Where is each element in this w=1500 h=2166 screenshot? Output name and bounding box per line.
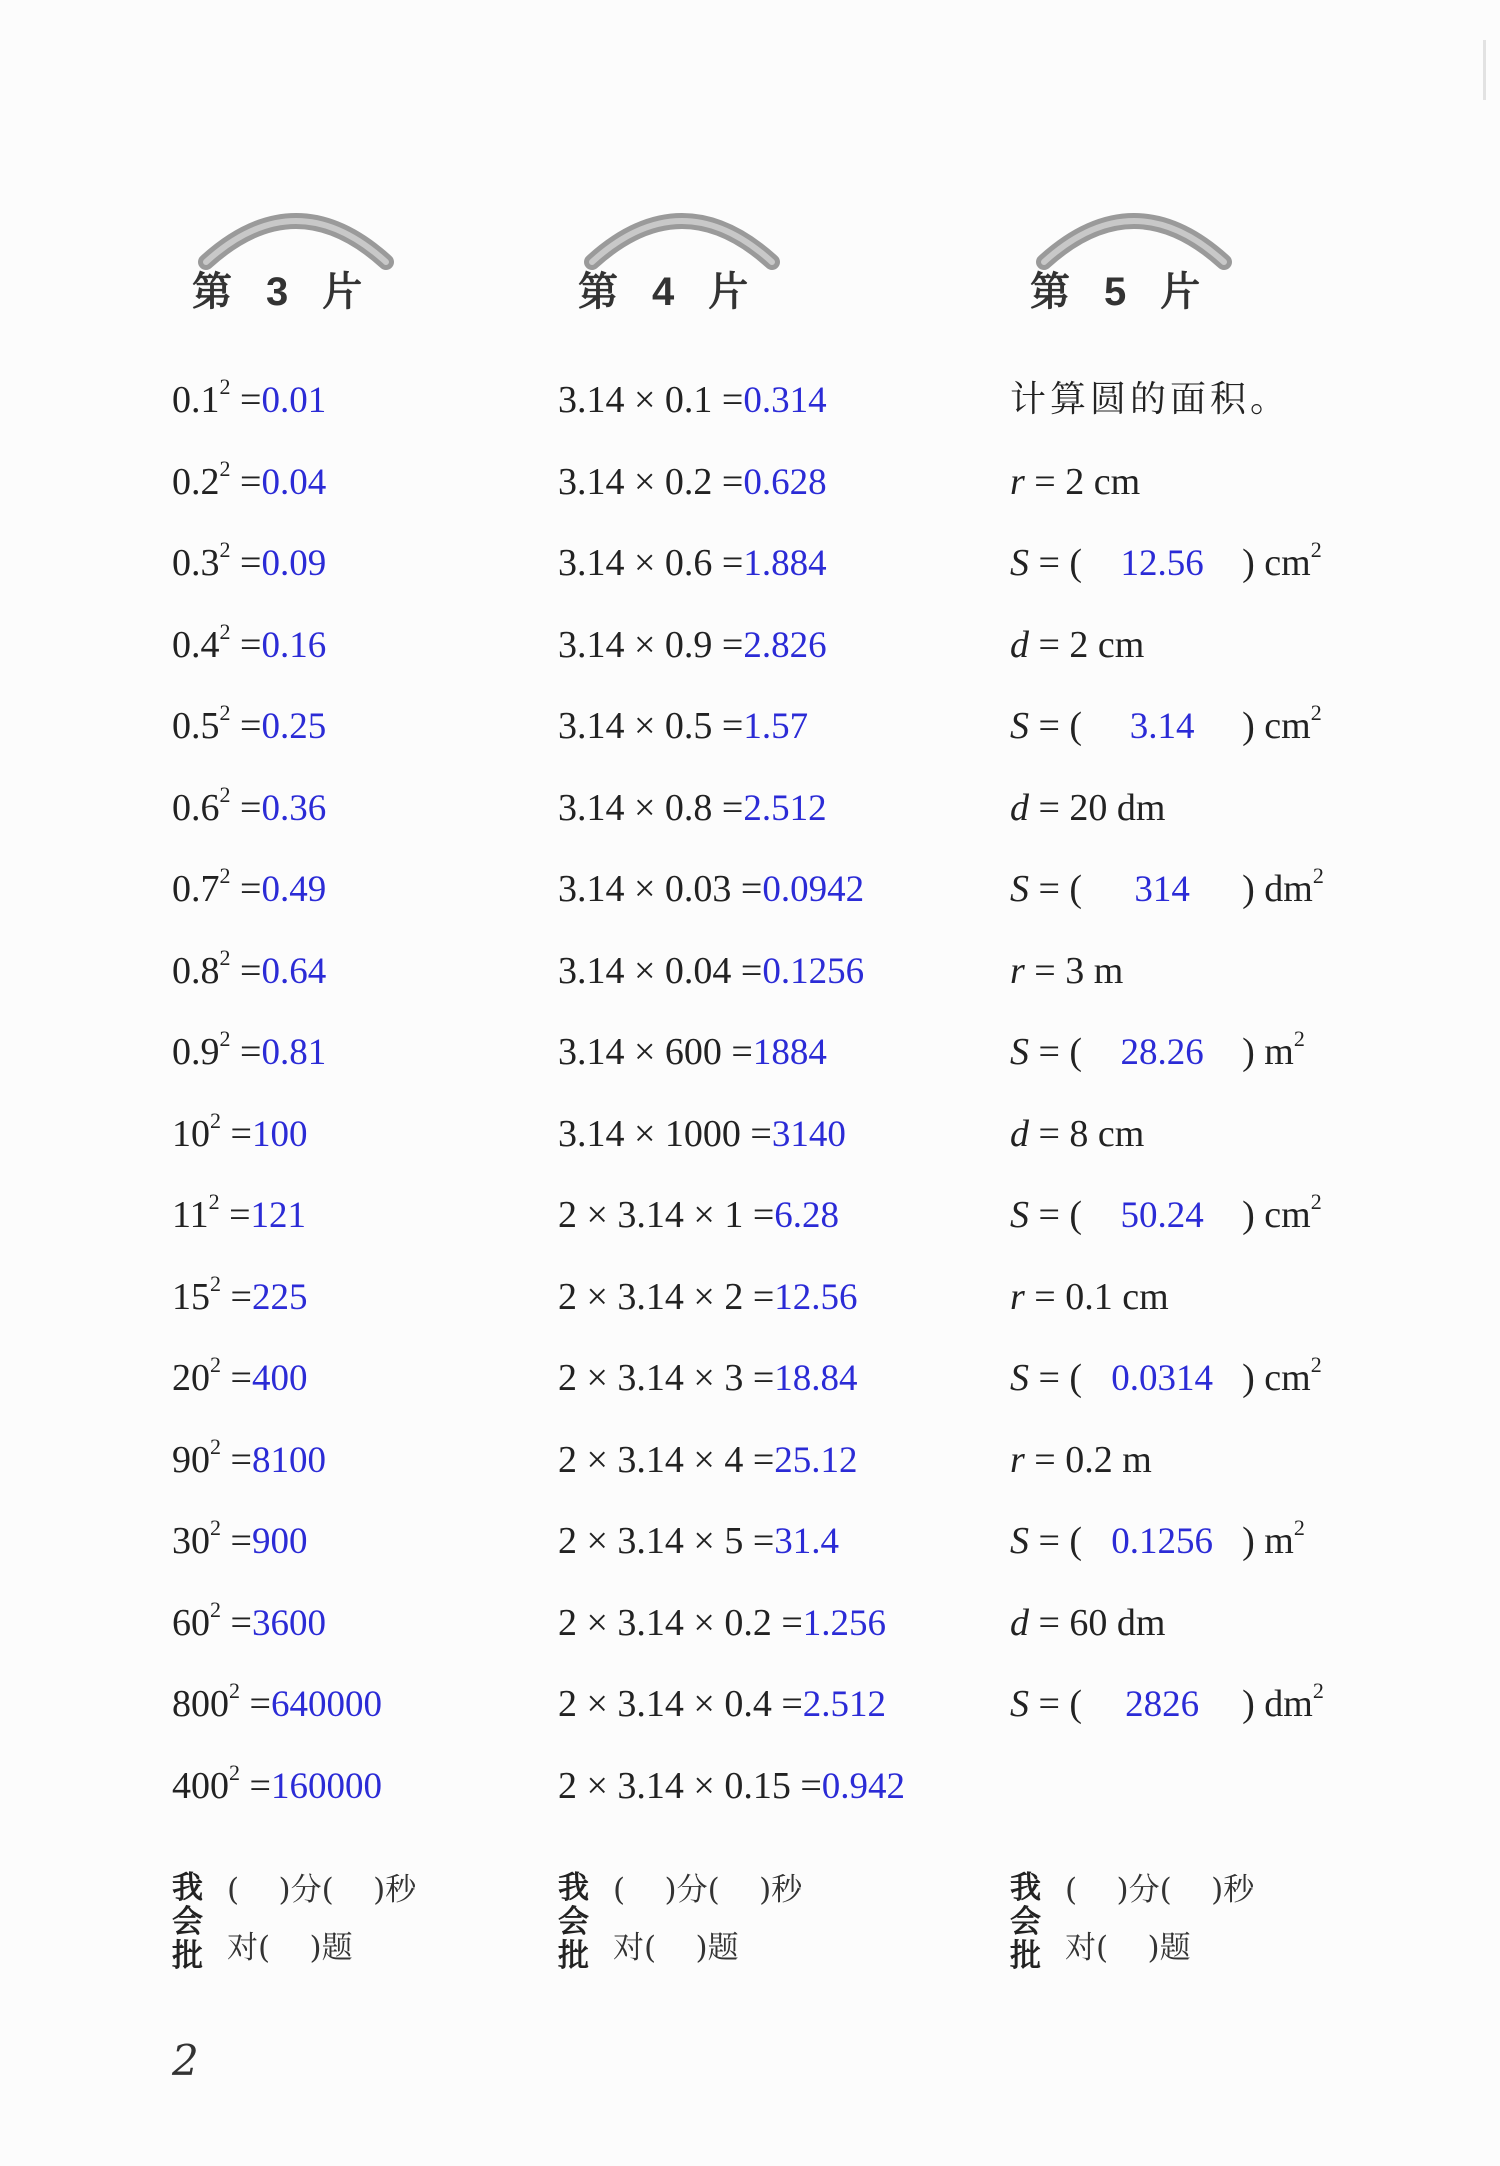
header-prefix: 第 xyxy=(192,269,232,315)
header-suffix: 片 xyxy=(322,269,363,315)
base-number: 0.7 xyxy=(172,868,220,910)
exercise-row xyxy=(558,1756,988,1838)
answer-value[interactable]: 25.12 xyxy=(774,1439,858,1481)
footer-char-wo: 我 xyxy=(1010,1870,1041,1906)
header-suffix: 片 xyxy=(1160,269,1201,315)
exponent: 2 xyxy=(219,863,231,888)
header-piece-3 xyxy=(172,200,412,320)
base-number: 800 xyxy=(172,1683,229,1725)
exponent: 2 xyxy=(1312,863,1324,888)
exercise-row xyxy=(558,778,988,860)
answer-value[interactable]: 0.0942 xyxy=(762,869,865,910)
base-number: 0.3 xyxy=(172,542,220,584)
answer-value[interactable]: 0.81 xyxy=(261,1032,327,1073)
exponent: 2 xyxy=(229,1759,240,1785)
exercise-row xyxy=(558,1267,988,1349)
exponent: 2 xyxy=(219,781,231,807)
answer-value[interactable]: 12.56 xyxy=(1120,543,1204,584)
variable: S xyxy=(1010,542,1029,584)
given-row xyxy=(1010,1430,1450,1512)
equals-sign: = xyxy=(221,1357,252,1399)
footer-char-wo: 我 xyxy=(172,1870,203,1906)
area-row xyxy=(1010,859,1450,941)
answer-value[interactable]: 8100 xyxy=(251,1439,326,1481)
exercise-row xyxy=(558,1430,988,1512)
variable: S xyxy=(1010,1520,1029,1562)
exercise-row xyxy=(172,615,542,697)
exercise-row xyxy=(558,1185,988,1267)
given-row xyxy=(1010,1104,1450,1186)
given-text: = ( xyxy=(1029,1520,1083,1562)
header-number: 4 xyxy=(652,270,675,314)
equals-sign: = xyxy=(230,868,262,910)
equals-sign: = xyxy=(230,786,262,829)
answer-value[interactable]: 0.36 xyxy=(261,787,327,829)
exponent: 2 xyxy=(1310,1352,1322,1377)
unit: dm xyxy=(1254,1683,1313,1725)
column-piece-5 xyxy=(1010,0,1450,2166)
base-number: 11 xyxy=(172,1194,209,1236)
answer-value[interactable]: 3140 xyxy=(771,1113,846,1155)
given-text: = 2 cm xyxy=(1024,460,1141,503)
variable: S xyxy=(1010,705,1029,747)
footer-char-pi: 批 xyxy=(558,1938,589,1974)
exercise-row xyxy=(172,1267,542,1349)
expression: 3.14 × 1000 = xyxy=(558,1112,772,1155)
column-piece-3 xyxy=(172,0,542,2166)
answer-value[interactable]: 2.826 xyxy=(743,624,827,666)
exercise-row xyxy=(172,1511,542,1593)
footer-char-wo: 我 xyxy=(558,1870,589,1906)
exponent: 2 xyxy=(210,1270,221,1296)
exercise-row xyxy=(558,1593,988,1675)
equals-sign: = xyxy=(221,1520,252,1562)
equals-sign: = xyxy=(230,705,262,747)
exponent: 2 xyxy=(210,1515,221,1540)
exponent: 2 xyxy=(219,944,231,970)
answer-value[interactable]: 0.25 xyxy=(261,706,327,747)
equals-sign: = xyxy=(230,542,262,584)
header-number: 3 xyxy=(266,270,289,314)
base-number: 15 xyxy=(172,1275,210,1318)
answer-value[interactable]: 1.256 xyxy=(802,1602,887,1644)
equals-sign: = xyxy=(221,1438,252,1481)
header-piece-5 xyxy=(1010,200,1250,320)
footer-char-pi: 批 xyxy=(172,1938,203,1974)
exponent: 2 xyxy=(1310,537,1322,562)
exponent: 2 xyxy=(208,1189,220,1214)
expression: 3.14 × 0.04 = xyxy=(558,949,763,992)
answer-value[interactable]: 50.24 xyxy=(1120,1195,1204,1236)
equals-sign: = xyxy=(230,1031,262,1073)
grading-box-5 xyxy=(1010,1858,1370,1978)
equals-sign: = xyxy=(240,1764,271,1807)
given-text: = 8 cm xyxy=(1029,1112,1145,1155)
answer-value[interactable]: 31.4 xyxy=(774,1521,840,1562)
answer-value[interactable]: 3600 xyxy=(251,1602,326,1644)
given-text: = 0.1 cm xyxy=(1024,1275,1169,1318)
exercise-row xyxy=(172,1756,542,1838)
equals-sign: = xyxy=(221,1112,252,1155)
unit: m xyxy=(1254,1031,1294,1073)
exponent: 2 xyxy=(1312,1678,1324,1703)
exponent: 2 xyxy=(1310,700,1322,725)
answer-value[interactable]: 28.26 xyxy=(1120,1032,1204,1073)
header-prefix: 第 xyxy=(1030,269,1070,315)
exponent: 2 xyxy=(210,1352,221,1377)
footer-char-hui: 会 xyxy=(1010,1904,1041,1940)
time-field[interactable]: ( )分( )秒 xyxy=(1065,1872,1255,1908)
exercise-row xyxy=(172,941,542,1023)
close-paren: ) xyxy=(1242,705,1255,747)
unit: dm xyxy=(1254,868,1313,910)
exercise-row xyxy=(172,1593,542,1675)
answer-value[interactable]: 225 xyxy=(251,1276,308,1318)
footer-char-pi: 批 xyxy=(1010,1938,1041,1974)
expression: 2 × 3.14 × 0.2 = xyxy=(558,1601,803,1644)
correct-count-field[interactable]: 对( )题 xyxy=(613,1930,739,1966)
base-number: 400 xyxy=(172,1764,229,1807)
base-number: 20 xyxy=(172,1357,210,1399)
answer-value[interactable]: 314 xyxy=(1134,869,1190,910)
header-prefix: 第 xyxy=(578,269,618,315)
answer-value[interactable]: 1884 xyxy=(752,1032,827,1073)
exercise-row xyxy=(558,1674,988,1756)
expression: 3.14 × 600 = xyxy=(558,1031,753,1073)
unit: cm xyxy=(1254,1357,1311,1399)
answer-value[interactable]: 2.512 xyxy=(743,787,827,829)
expression: 3.14 × 0.5 = xyxy=(558,705,744,747)
exercise-row xyxy=(558,859,988,941)
variable: S xyxy=(1010,1683,1029,1725)
exponent: 2 xyxy=(219,1026,231,1051)
answer-value[interactable]: 100 xyxy=(251,1113,308,1155)
close-paren: ) xyxy=(1242,542,1255,584)
given-row xyxy=(1010,941,1450,1023)
equals-sign: = xyxy=(221,1275,252,1318)
given-row xyxy=(1010,615,1450,697)
area-row xyxy=(1010,1348,1450,1430)
answer-value[interactable]: 0.09 xyxy=(261,543,327,584)
answer-value[interactable]: 1.57 xyxy=(743,706,809,747)
close-paren: ) xyxy=(1242,1520,1255,1562)
exercise-row xyxy=(172,1185,542,1267)
variable: S xyxy=(1010,1194,1029,1236)
close-paren: ) xyxy=(1242,1194,1255,1236)
area-row xyxy=(1010,1185,1450,1267)
page-edge xyxy=(1483,40,1486,100)
given-text: = ( xyxy=(1029,705,1083,747)
exercise-row xyxy=(172,1104,542,1186)
expression: 2 × 3.14 × 3 = xyxy=(558,1357,775,1399)
expression: 3.14 × 0.6 = xyxy=(558,542,744,584)
grading-box-3 xyxy=(172,1858,532,1978)
base-number: 0.4 xyxy=(172,623,220,666)
given-row xyxy=(1010,1267,1450,1349)
given-text: = ( xyxy=(1029,1357,1083,1399)
variable: d xyxy=(1010,786,1029,829)
variable: d xyxy=(1010,623,1029,666)
base-number: 0.6 xyxy=(172,786,220,829)
answer-value[interactable]: 2.512 xyxy=(802,1684,887,1725)
variable: r xyxy=(1010,949,1025,992)
exercise-list-4 xyxy=(558,370,988,1837)
answer-value[interactable]: 1.884 xyxy=(743,543,827,584)
close-paren: ) xyxy=(1242,1031,1255,1073)
expression: 3.14 × 0.03 = xyxy=(558,868,763,910)
answer-value[interactable]: 2826 xyxy=(1125,1684,1200,1725)
correct-count-field[interactable]: 对( )题 xyxy=(227,1930,353,1966)
answer-value[interactable]: 0.0314 xyxy=(1111,1358,1213,1399)
time-field[interactable]: ( )分( )秒 xyxy=(613,1872,803,1908)
exercise-row xyxy=(558,1348,988,1430)
area-row xyxy=(1010,1674,1450,1756)
expression: 3.14 × 0.2 = xyxy=(558,460,744,503)
exponent: 2 xyxy=(210,1596,221,1622)
exercise-row xyxy=(558,696,988,778)
exercise-row xyxy=(558,941,988,1023)
unit: m xyxy=(1254,1520,1294,1562)
expression: 2 × 3.14 × 0.15 = xyxy=(558,1764,822,1807)
footer-char-hui: 会 xyxy=(558,1904,589,1940)
close-paren: ) xyxy=(1242,868,1255,910)
expression: 3.14 × 0.9 = xyxy=(558,623,744,666)
variable: S xyxy=(1010,868,1029,910)
base-number: 60 xyxy=(172,1601,210,1644)
answer-value[interactable]: 12.56 xyxy=(774,1276,858,1318)
exercise-row xyxy=(172,778,542,860)
given-text: = ( xyxy=(1029,542,1083,584)
exercise-row xyxy=(558,370,988,452)
exponent: 2 xyxy=(219,374,231,399)
grading-box-4 xyxy=(558,1858,918,1978)
exercise-row xyxy=(558,452,988,534)
unit: cm xyxy=(1254,705,1311,747)
given-text: = 20 dm xyxy=(1029,786,1166,829)
exercise-row xyxy=(172,859,542,941)
unit: cm xyxy=(1254,1194,1311,1236)
answer-value[interactable]: 3.14 xyxy=(1129,706,1195,747)
expression: 2 × 3.14 × 0.4 = xyxy=(558,1683,803,1725)
close-paren: ) xyxy=(1242,1683,1255,1725)
time-field[interactable]: ( )分( )秒 xyxy=(227,1872,417,1908)
answer-value[interactable]: 0.1256 xyxy=(1111,1521,1213,1562)
equals-sign: = xyxy=(240,1683,271,1725)
exponent: 2 xyxy=(219,537,231,562)
answer-value[interactable]: 900 xyxy=(251,1521,308,1562)
area-row xyxy=(1010,533,1450,615)
given-text: = 0.2 m xyxy=(1024,1438,1152,1481)
variable: r xyxy=(1010,460,1025,503)
exponent: 2 xyxy=(210,1107,221,1133)
exponent: 2 xyxy=(219,700,231,725)
expression: 2 × 3.14 × 1 = xyxy=(558,1194,775,1236)
base-number: 0.2 xyxy=(172,460,220,503)
variable: d xyxy=(1010,1112,1029,1155)
answer-value[interactable]: 0.04 xyxy=(261,461,327,503)
base-number: 90 xyxy=(172,1438,210,1481)
exponent: 2 xyxy=(1293,1026,1305,1051)
answer-value[interactable]: 18.84 xyxy=(774,1358,858,1399)
answer-value[interactable]: 0.16 xyxy=(261,624,327,666)
exponent: 2 xyxy=(219,455,231,481)
given-row xyxy=(1010,452,1450,534)
given-text: = ( xyxy=(1029,1031,1083,1073)
answer-value[interactable]: 640000 xyxy=(270,1684,382,1725)
equals-sign: = xyxy=(230,949,262,992)
header-suffix: 片 xyxy=(708,269,749,315)
expression: 2 × 3.14 × 2 = xyxy=(558,1275,775,1318)
exercise-list-3 xyxy=(172,370,542,1837)
given-text: = 2 cm xyxy=(1029,623,1145,666)
page-number: 2 xyxy=(172,2036,199,2085)
base-number: 0.1 xyxy=(172,379,220,421)
given-text: = ( xyxy=(1029,868,1083,910)
variable: d xyxy=(1010,1601,1029,1644)
expression: 3.14 × 0.8 = xyxy=(558,786,744,829)
equals-sign: = xyxy=(219,1194,251,1236)
instruction-text: 计算圆的面积。 xyxy=(1010,379,1291,420)
answer-value[interactable]: 121 xyxy=(250,1195,307,1236)
base-number: 0.5 xyxy=(172,705,220,747)
exercise-row xyxy=(558,1104,988,1186)
answer-value[interactable]: 0.01 xyxy=(261,380,327,421)
base-number: 0.9 xyxy=(172,1031,220,1073)
given-row xyxy=(1010,1593,1450,1675)
area-row xyxy=(1010,1511,1450,1593)
column-piece-4 xyxy=(558,0,988,2166)
answer-value[interactable]: 0.1256 xyxy=(762,950,865,992)
variable: r xyxy=(1010,1438,1025,1481)
variable: r xyxy=(1010,1275,1025,1318)
exponent: 2 xyxy=(219,618,231,644)
header-piece-4 xyxy=(558,200,798,320)
answer-value[interactable]: 400 xyxy=(251,1358,308,1399)
expression: 3.14 × 0.1 = xyxy=(558,379,744,421)
footer-char-hui: 会 xyxy=(172,1904,203,1940)
exercise-row xyxy=(172,696,542,778)
given-text: = ( xyxy=(1029,1194,1083,1236)
variable: S xyxy=(1010,1357,1029,1399)
base-number: 0.8 xyxy=(172,949,220,992)
answer-value[interactable]: 0.314 xyxy=(743,380,827,421)
exercise-row xyxy=(172,452,542,534)
exercise-row xyxy=(172,533,542,615)
exercise-row xyxy=(558,1022,988,1104)
exercise-row xyxy=(172,1674,542,1756)
variable: S xyxy=(1010,1031,1029,1073)
given-text: = 3 m xyxy=(1024,949,1124,992)
exponent: 2 xyxy=(229,1678,240,1703)
answer-value[interactable]: 0.942 xyxy=(821,1765,906,1807)
exercise-row xyxy=(558,615,988,697)
answer-value[interactable]: 160000 xyxy=(270,1765,382,1807)
unit: cm xyxy=(1254,542,1311,584)
expression: 2 × 3.14 × 4 = xyxy=(558,1438,775,1481)
correct-count-field[interactable]: 对( )题 xyxy=(1065,1930,1191,1966)
answer-value[interactable]: 6.28 xyxy=(774,1195,840,1236)
close-paren: ) xyxy=(1242,1357,1255,1399)
exercise-row xyxy=(172,1430,542,1512)
exercise-row xyxy=(558,533,988,615)
exercise-row xyxy=(172,1348,542,1430)
exponent: 2 xyxy=(1310,1189,1322,1214)
expression: 2 × 3.14 × 5 = xyxy=(558,1520,775,1562)
given-text: = 60 dm xyxy=(1029,1601,1166,1644)
answer-value[interactable]: 0.49 xyxy=(261,869,327,910)
area-row xyxy=(1010,696,1450,778)
equals-sign: = xyxy=(230,623,262,666)
exponent: 2 xyxy=(1293,1515,1305,1540)
exponent: 2 xyxy=(210,1433,221,1459)
equals-sign: = xyxy=(230,460,262,503)
equals-sign: = xyxy=(230,379,262,421)
equals-sign: = xyxy=(221,1601,252,1644)
answer-value[interactable]: 0.628 xyxy=(743,461,827,503)
area-row xyxy=(1010,1022,1450,1104)
base-number: 30 xyxy=(172,1520,210,1562)
given-text: = ( xyxy=(1029,1683,1083,1725)
exercise-row xyxy=(172,1022,542,1104)
exercise-row xyxy=(558,1511,988,1593)
answer-value[interactable]: 0.64 xyxy=(261,950,327,992)
base-number: 10 xyxy=(172,1112,210,1155)
given-row xyxy=(1010,778,1450,860)
header-number: 5 xyxy=(1104,270,1127,314)
exercise-row xyxy=(172,370,542,452)
exercise-list-5 xyxy=(1010,370,1450,1756)
